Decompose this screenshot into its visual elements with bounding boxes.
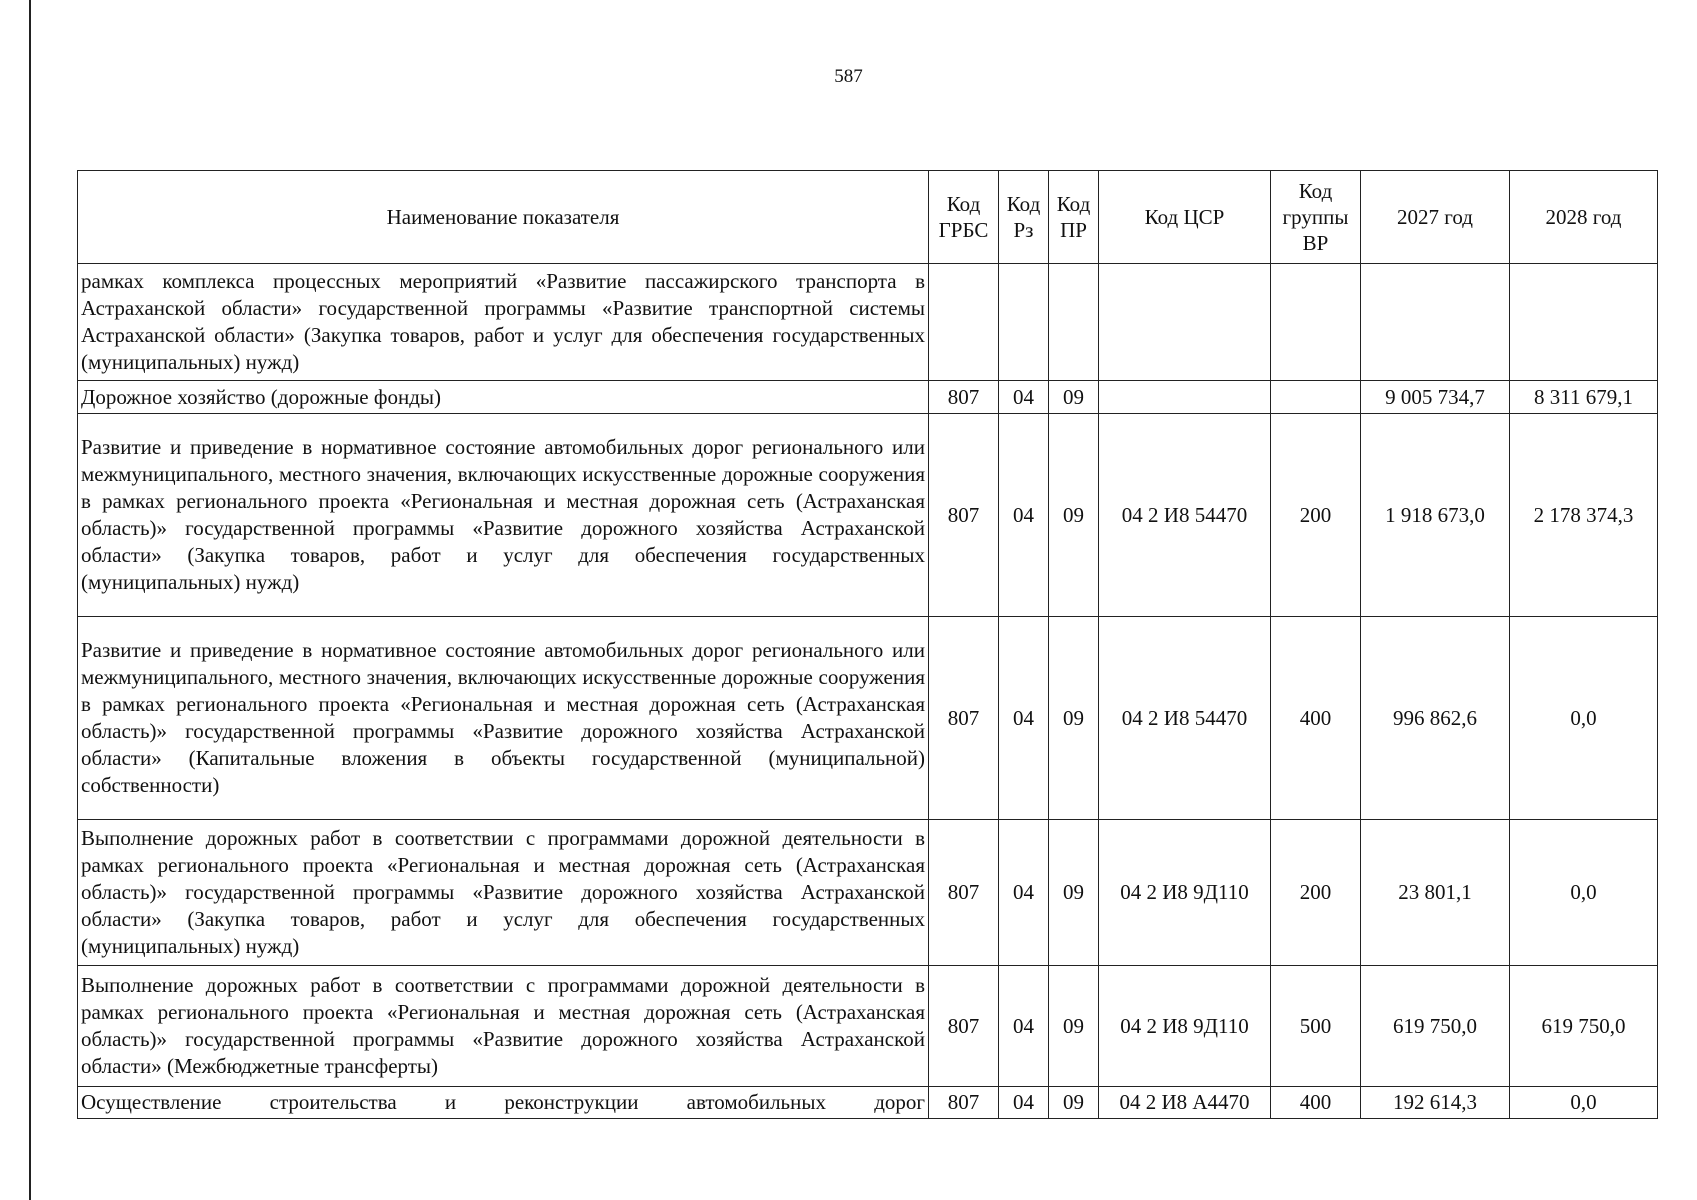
row-2027: 192 614,3 [1361,1087,1510,1119]
row-csr: 04 2 И8 54470 [1099,414,1271,617]
table-row [78,381,1658,414]
row-csr: 04 2 И8 9Д110 [1099,966,1271,1087]
row-vr: 200 [1271,414,1361,617]
row-name: Развитие и приведение в нормативное состояние автомобильных дорог регионального или межмуниципального, местного значения, включающих искусственные дорожные сооружения в рамках регионального проекта «Региональная и местная дорожная сеть (Астраханская область)» государственной программы «Развитие дорожного хозяйства Астраханской области» (Капитальные вложения в объекты государственной (муниципальной) собственности) [78,617,929,820]
row-name: рамках комплекса процессных мероприятий «Развитие пассажирского транспорта в Астраханской области» государственной программы «Развитие транспортной системы Астраханской области» (Закупка товаров, работ и услуг для обеспечения государственных (муниципальных) нужд) [78,264,929,381]
budget-table [77,170,1658,1119]
row-name: Выполнение дорожных работ в соответствии с программами дорожной деятельности в рамках регионального проекта «Региональная и местная дорожная сеть (Астраханская область)» государственной программы «Развитие дорожного хозяйства Астраханской области» (Межбюджетные трансферты) [78,966,929,1087]
row-vr: 400 [1271,1087,1361,1119]
row-pr: 09 [1049,966,1099,1087]
table-row [78,966,1658,1087]
table-row [78,820,1658,966]
row-2027: 1 918 673,0 [1361,414,1510,617]
row-rz: 04 [999,1087,1049,1119]
row-2027: 9 005 734,7 [1361,381,1510,414]
table-row [78,617,1658,820]
header-grbs: Код ГРБС [929,171,999,264]
binding-margin-line [29,0,31,1200]
row-grbs: 807 [929,820,999,966]
row-2027: 996 862,6 [1361,617,1510,820]
row-csr [1099,381,1271,414]
row-name: Осуществление строительства и реконструкции автомобильных дорог [78,1087,929,1119]
header-2027: 2027 год [1361,171,1510,264]
row-grbs: 807 [929,381,999,414]
row-2028 [1510,264,1658,381]
row-vr: 400 [1271,617,1361,820]
row-vr: 500 [1271,966,1361,1087]
table-header-row [78,171,1658,264]
row-2028: 2 178 374,3 [1510,414,1658,617]
table-row [78,414,1658,617]
row-vr: 200 [1271,820,1361,966]
row-grbs: 807 [929,1087,999,1119]
header-name: Наименование показателя [78,171,929,264]
row-csr [1099,264,1271,381]
row-2028: 619 750,0 [1510,966,1658,1087]
row-pr: 09 [1049,1087,1099,1119]
row-rz [999,264,1049,381]
row-pr [1049,264,1099,381]
row-grbs: 807 [929,414,999,617]
row-grbs: 807 [929,617,999,820]
row-rz: 04 [999,414,1049,617]
row-rz: 04 [999,381,1049,414]
row-2027: 619 750,0 [1361,966,1510,1087]
row-rz: 04 [999,966,1049,1087]
row-grbs: 807 [929,966,999,1087]
row-rz: 04 [999,820,1049,966]
header-rz: Код Рз [999,171,1049,264]
row-grbs [929,264,999,381]
header-vr: Код группы ВР [1271,171,1361,264]
row-pr: 09 [1049,820,1099,966]
row-name: Развитие и приведение в нормативное состояние автомобильных дорог регионального или межмуниципального, местного значения, включающих искусственные дорожные сооружения в рамках регионального проекта «Региональная и местная дорожная сеть (Астраханская область)» государственной программы «Развитие дорожного хозяйства Астраханской области» (Закупка товаров, работ и услуг для обеспечения государственных (муниципальных) нужд) [78,414,929,617]
row-csr: 04 2 И8 А4470 [1099,1087,1271,1119]
row-pr: 09 [1049,381,1099,414]
header-2028: 2028 год [1510,171,1658,264]
table-row [78,264,1658,381]
row-2028: 8 311 679,1 [1510,381,1658,414]
row-2028: 0,0 [1510,820,1658,966]
row-csr: 04 2 И8 9Д110 [1099,820,1271,966]
row-vr [1271,264,1361,381]
row-pr: 09 [1049,617,1099,820]
row-pr: 09 [1049,414,1099,617]
row-2028: 0,0 [1510,617,1658,820]
table-row [78,1087,1658,1119]
row-name: Дорожное хозяйство (дорожные фонды) [78,381,929,414]
row-name: Выполнение дорожных работ в соответствии с программами дорожной деятельности в рамках регионального проекта «Региональная и местная дорожная сеть (Астраханская область)» государственной программы «Развитие дорожного хозяйства Астраханской области» (Закупка товаров, работ и услуг для обеспечения государственных (муниципальных) нужд) [78,820,929,966]
row-2027 [1361,264,1510,381]
row-rz: 04 [999,617,1049,820]
page-number: 587 [834,66,863,87]
row-2027: 23 801,1 [1361,820,1510,966]
header-pr: Код ПР [1049,171,1099,264]
row-csr: 04 2 И8 54470 [1099,617,1271,820]
row-2028: 0,0 [1510,1087,1658,1119]
row-vr [1271,381,1361,414]
header-csr: Код ЦСР [1099,171,1271,264]
